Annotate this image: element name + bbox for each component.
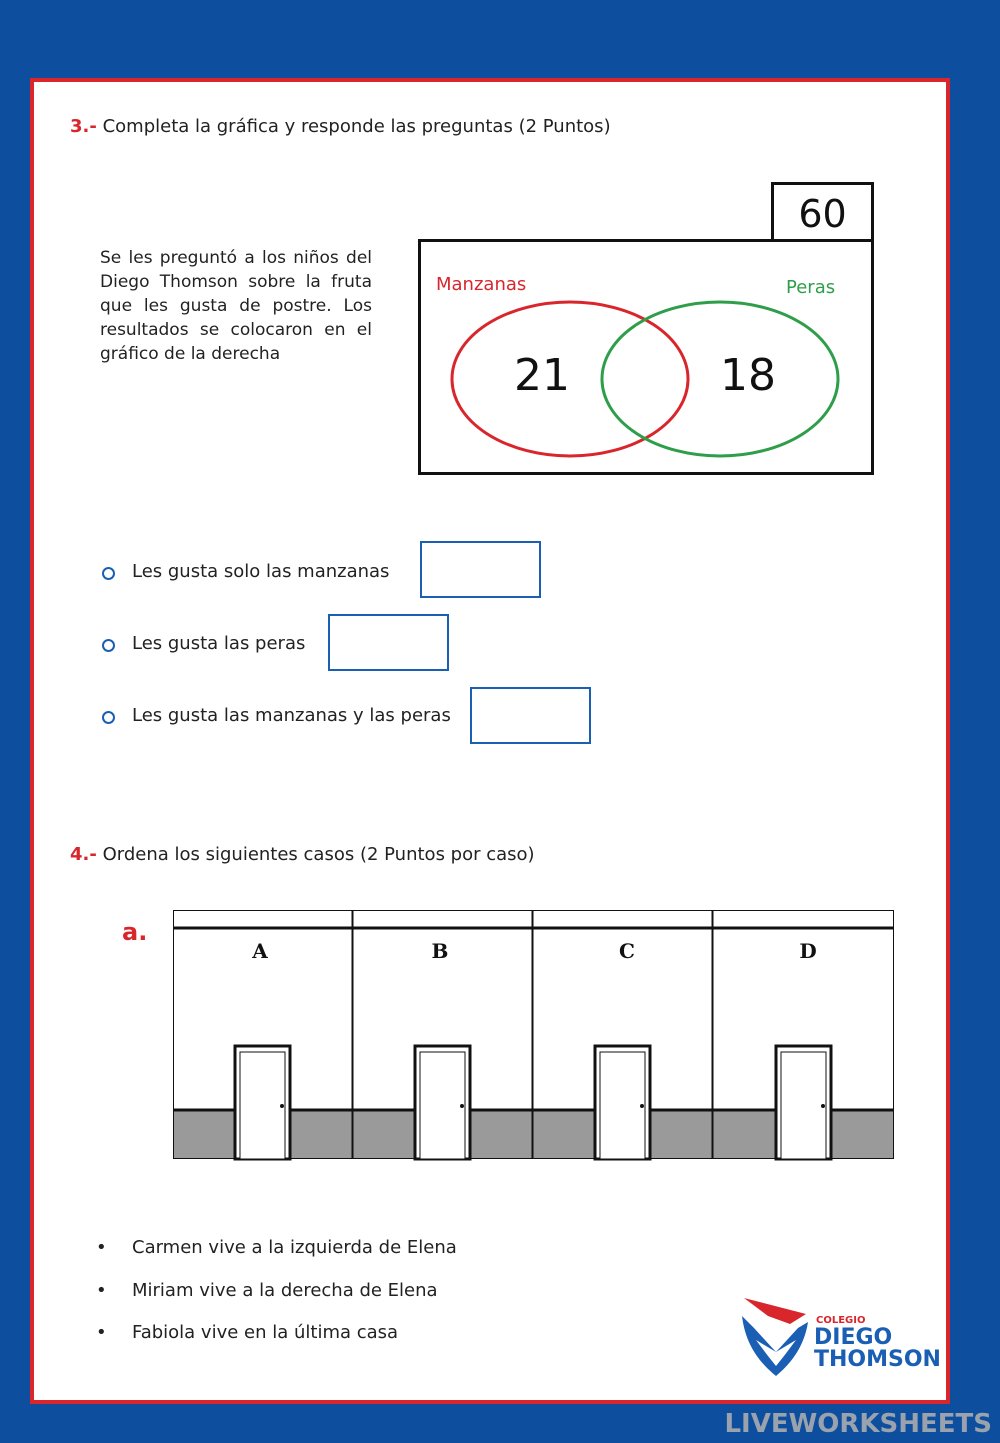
q4-number: 4.-: [70, 844, 97, 865]
logo-line-diego: DIEGO: [814, 1325, 893, 1350]
option-label-2: Les gusta las peras: [132, 633, 306, 654]
venn-value-manzanas: 21: [514, 350, 570, 401]
bullet-dot-3: •: [96, 1322, 107, 1343]
school-logo-shield-icon: [738, 1294, 812, 1380]
houses-row: [173, 910, 895, 1162]
q3-number: 3.-: [70, 116, 97, 137]
logo-line-colegio: COLEGIO: [816, 1315, 866, 1326]
option-radio-2[interactable]: [102, 639, 115, 652]
option-radio-1[interactable]: [102, 567, 115, 580]
venn-label-peras: Peras: [786, 277, 836, 298]
option-label-1: Les gusta solo las manzanas: [132, 561, 390, 582]
worksheet-page: [30, 78, 950, 1404]
option-label-3: Les gusta las manzanas y las peras: [132, 705, 451, 726]
house-label-b: B: [431, 939, 449, 963]
q4-heading: [70, 844, 535, 865]
house-label-a: A: [252, 939, 268, 963]
clue-3: Fabiola vive en la última casa: [132, 1322, 399, 1343]
q3-intro-text: Se les preguntó a los niños del Diego Thomson sobre la fruta que les gusta de postre. Los resultados se colocaron en el gráfico de la derecha: [100, 248, 372, 364]
watermark: LIVEWORKSHEETS: [724, 1409, 992, 1439]
q3-heading: [70, 116, 611, 137]
bullet-dot-1: •: [96, 1237, 107, 1258]
house-door-c: [595, 1046, 650, 1159]
house-door-b: [415, 1046, 470, 1159]
option-radio-3[interactable]: [102, 711, 115, 724]
venn-circle-manzanas: [452, 302, 688, 456]
clue-2: Miriam vive a la derecha de Elena: [132, 1280, 438, 1301]
venn-value-peras: 18: [720, 350, 776, 401]
q3-title: Completa la gráfica y responde las preguntas (2 Puntos): [102, 116, 611, 137]
case-a-label: a.: [122, 918, 148, 946]
clue-1: Carmen vive a la izquierda de Elena: [132, 1237, 457, 1258]
house-label-d: D: [799, 939, 817, 963]
venn-label-manzanas: Manzanas: [436, 274, 527, 295]
house-door-d: [776, 1046, 831, 1159]
answer-input-solo-manzanas[interactable]: [420, 541, 541, 598]
q4-title: Ordena los siguientes casos (2 Puntos por caso): [102, 844, 535, 865]
answer-input-peras[interactable]: [328, 614, 449, 671]
logo-line-thomson: THOMSON: [814, 1347, 941, 1372]
house-door-a: [235, 1046, 290, 1159]
answer-input-manzanas-y-peras[interactable]: [470, 687, 591, 744]
bullet-dot-2: •: [96, 1280, 107, 1301]
house-label-c: C: [619, 939, 635, 963]
venn-total: 60: [771, 182, 874, 242]
